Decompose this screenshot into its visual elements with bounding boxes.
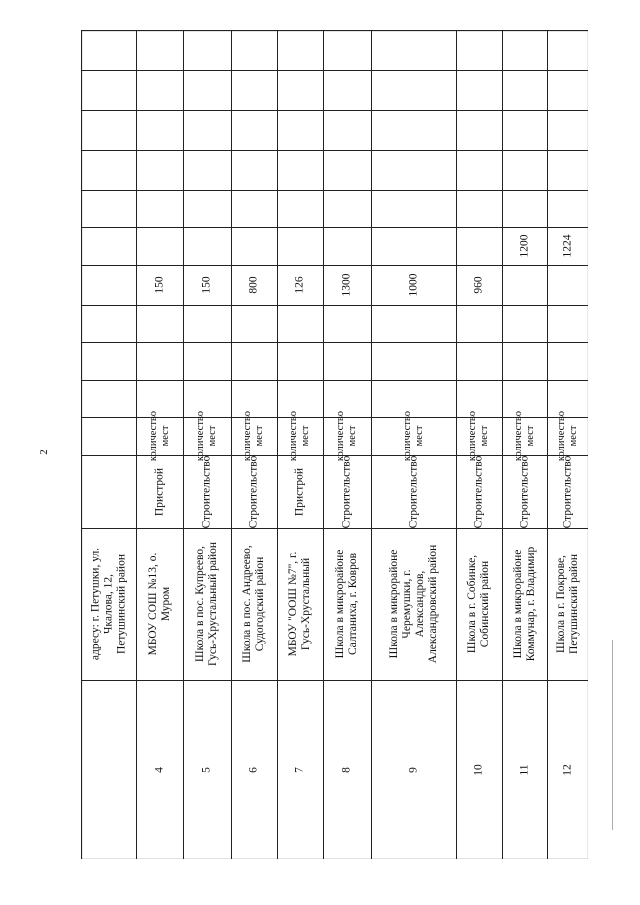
cell-name: Школа в г. Собинке, Собинский район bbox=[466, 554, 491, 654]
cell-type: Строительство bbox=[561, 455, 573, 528]
cell-unit: количество мест bbox=[195, 410, 218, 462]
cell-unit: количество мест bbox=[467, 410, 490, 462]
cell-name: адресу: г. Петушки, ул. Чкалова, 12, Петушинский район bbox=[89, 547, 127, 661]
cell-capacity: 960 bbox=[472, 276, 485, 294]
cell-type: Строительство bbox=[407, 455, 419, 528]
cell-capacity2: 1224 bbox=[561, 234, 573, 258]
cell-name: Школа в микрорайоне Коммунар, г. Владимир bbox=[511, 546, 537, 662]
cell-type: Строительство bbox=[247, 455, 260, 528]
cell-type: Пристрой bbox=[153, 467, 165, 516]
cell-no: 10 bbox=[472, 763, 485, 776]
cell-name: МБОУ СОШ №13, о. Муром bbox=[146, 552, 172, 656]
cell-no: 8 bbox=[340, 766, 353, 773]
scan-edge-mark bbox=[612, 640, 613, 830]
cell-type: Пристрой bbox=[293, 467, 306, 516]
cell-unit: количество мест bbox=[242, 410, 265, 462]
cell-capacity: 800 bbox=[247, 276, 260, 294]
cell-no: 5 bbox=[200, 766, 213, 773]
cell-capacity2: 1200 bbox=[518, 234, 530, 258]
cell-capacity: 150 bbox=[200, 276, 213, 294]
cell-type: Строительство bbox=[340, 455, 353, 528]
cell-no: 7 bbox=[293, 766, 306, 773]
cell-type: Строительство bbox=[472, 455, 485, 528]
cell-unit: количество мест bbox=[512, 410, 536, 462]
cell-no: 4 bbox=[153, 766, 165, 773]
cell-name: Школа в г. Покрове, Петушинский район bbox=[554, 554, 580, 654]
cell-unit: количество мест bbox=[288, 410, 311, 462]
cell-capacity: 1000 bbox=[407, 273, 419, 297]
cell-type: Строительство bbox=[200, 455, 213, 528]
cell-unit: количество мест bbox=[555, 410, 579, 462]
cell-name: Школа в пос. Купреево, Гусь-Хрустальный район bbox=[194, 541, 219, 667]
cell-no: 9 bbox=[407, 766, 419, 773]
cell-unit: количество мест bbox=[401, 410, 425, 462]
cell-no: 12 bbox=[561, 763, 573, 776]
cell-name: Школа в пос. Андреево, Судогодский район bbox=[241, 545, 266, 663]
cell-name: Школа в микрорайоне Салтаниха, г. Ковров bbox=[334, 549, 359, 659]
cell-unit: количество мест bbox=[147, 410, 171, 462]
cell-capacity: 1300 bbox=[340, 273, 353, 297]
cell-capacity: 126 bbox=[293, 276, 306, 294]
cell-type: Строительство bbox=[518, 455, 530, 528]
page-number: 2 bbox=[38, 449, 50, 455]
cell-capacity: 150 bbox=[153, 276, 165, 294]
cell-no: 11 bbox=[518, 763, 530, 776]
cell-name: Школа в микрорайоне Черемушки, г. Александров, Александровский район bbox=[387, 544, 439, 664]
cell-no: 6 bbox=[247, 766, 260, 773]
cell-name: МБОУ "ООШ №7", г. Гусь-Хрустальный bbox=[287, 551, 312, 657]
cell-unit: количество мест bbox=[335, 410, 358, 462]
